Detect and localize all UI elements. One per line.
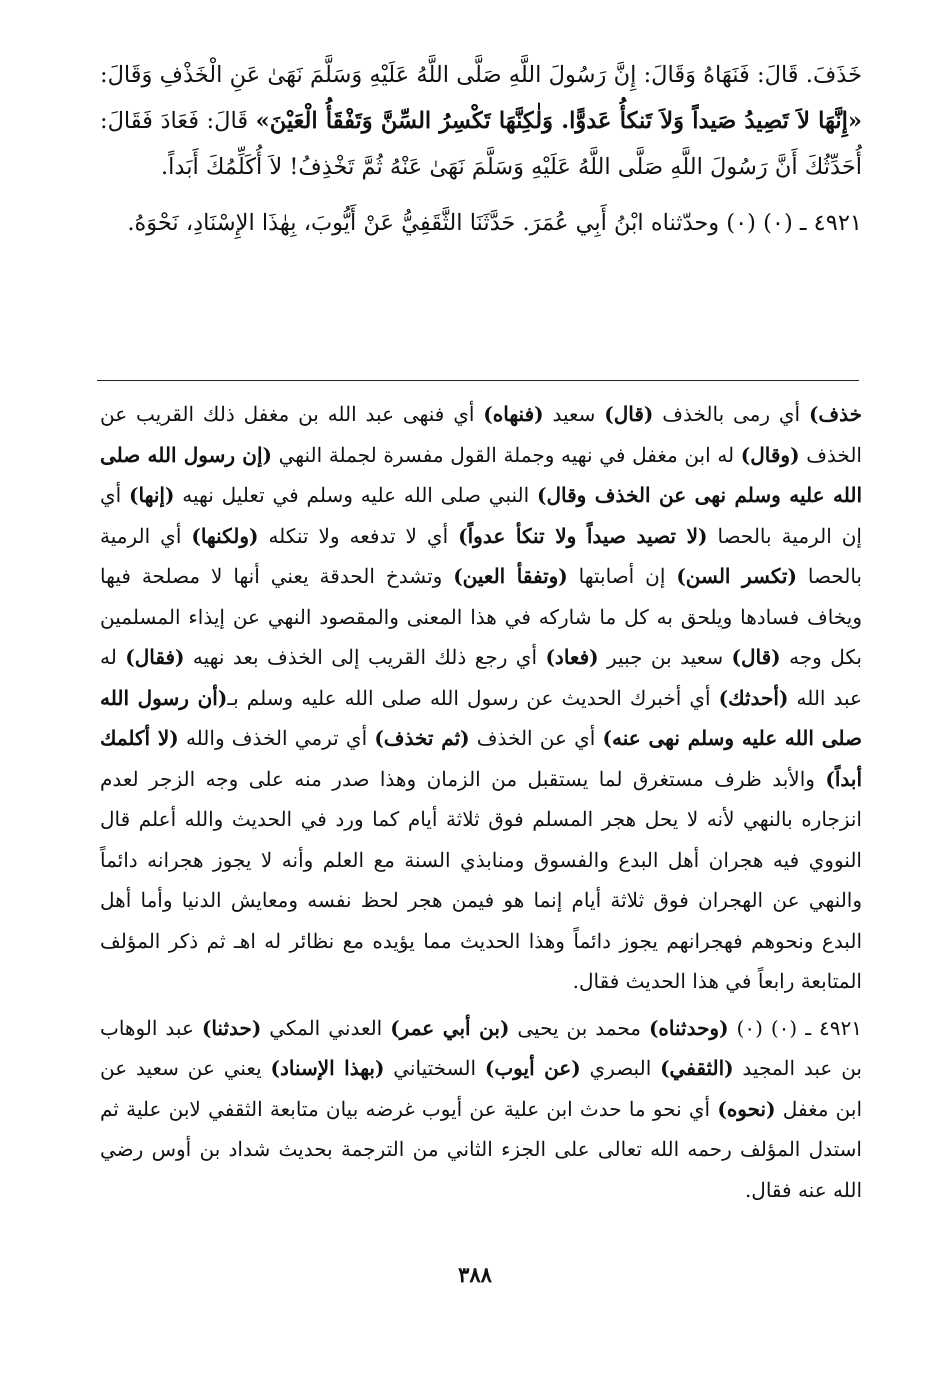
- hadith-chain-paragraph: [100, 200, 862, 246]
- text-run: أي أخبرك الحديث عن رسول الله صلى الله عليه وسلم بـ: [227, 685, 719, 710]
- text-run: ٤٩٢١ ـ (٠) (٠): [728, 1015, 862, 1040]
- text-run: السختياني: [384, 1056, 485, 1080]
- bold-term: (بهذا الإسناد): [270, 1056, 385, 1080]
- text-run: أي الرمية بالحصا: [100, 523, 862, 588]
- commentary-text: [100, 394, 862, 1210]
- bold-term: (فنهاه): [483, 402, 544, 426]
- text-run: العدني المكي: [261, 1015, 391, 1040]
- text-run: البصري: [580, 1056, 661, 1080]
- bold-term: خذف): [808, 402, 863, 426]
- bold-term: (لا أكلمك أبداً): [100, 726, 862, 791]
- footnote-divider: [97, 380, 859, 381]
- page-number: ٣٨٨: [458, 1262, 492, 1287]
- commentary-paragraph: [100, 394, 862, 1002]
- text-run: أي ترمي الخذف والله: [178, 726, 375, 750]
- bold-term: (وقال): [740, 442, 800, 467]
- bold-term: (بن أبي عمر): [390, 1015, 510, 1040]
- text-run: إن أصابتها: [567, 564, 677, 588]
- bold-term: (تكسر السن): [676, 564, 797, 588]
- bold-term: (أحدثك): [718, 685, 789, 710]
- bold-term: (أن رسول الله صلى الله عليه وسلم نهى عنه): [100, 685, 862, 750]
- bold-term: (فعاد): [545, 645, 599, 669]
- bold-term: (فقال): [125, 645, 185, 669]
- text-run: أي رجع ذلك القريب إلى الخذف بعد نهيه: [184, 645, 546, 669]
- hadith-paragraph: [100, 52, 862, 190]
- text-run: يعني عن سعيد عن ابن مغفل: [100, 1056, 863, 1121]
- text-run: أي رمى بالخذف: [653, 402, 809, 426]
- text-run: أي لا تدفعه ولا تنكله: [258, 523, 459, 548]
- bold-term: (قال): [604, 402, 654, 426]
- text-run: أي فنهى عبد الله بن مغفل ذلك القريب عن الخذف: [100, 402, 862, 467]
- bold-term: (الثقفي): [660, 1056, 734, 1080]
- bold-term: (حدثنا): [201, 1015, 262, 1040]
- text-run: والأبد ظرف مستغرق لما يستقبل من الزمان وهذا صدر منه على وجه الزجر لعدم انزجاره بالنهي لأنه لا يحل هجر المسلم فوق ثلاثة أيام كما ورد في الحديث والله أعلم قال النووي فيه هجران أهل البدع والفسوق ومنابذي السنة مع العلم وأنه لا يجوز هجرانه دائماً والنهي عن الهجران فوق ثلاثة أيام إنما هو فيمن هجر لحظ نفسه ومعايش الدنيا وأما أهل البدع ونحوهم فهجرانهم يجوز دائماً وهذا الحديث مما يؤيده مع نظائر له اهـ ثم ذكر المؤلف المتابعة رابعاً في هذا الحديث فقال.: [100, 766, 863, 993]
- text-run: سعيد: [543, 402, 605, 426]
- text-run: عبد الوهاب بن عبد المجيد: [100, 1015, 862, 1080]
- text-run: محمد بن يحيى: [509, 1015, 649, 1040]
- bold-term: (إن رسول الله صلى الله عليه وسلم نهى عن الخذف وقال): [100, 442, 862, 507]
- hadith-text: [100, 52, 862, 246]
- text-run: له ابن مغفل في نهيه وجملة القول مفسرة لجملة النهي: [271, 442, 741, 467]
- bold-term: (لا تصيد صيداً ولا تنكأ عدواً): [458, 523, 708, 548]
- bold-term: (وتفقأ العين): [453, 564, 568, 588]
- bold-term: (نحوه): [717, 1096, 776, 1121]
- text-run: وتشدخ الحدقة يعني أنها لا مصلحة فيها ويخاف فسادها ويلحق به كل ما شاركه في هذا المعنى والمقصود النهي عن إيذاء المسلمين بكل وجه: [100, 564, 862, 669]
- text-run: أي إن الرمية بالحصا: [100, 483, 862, 548]
- text-run: خَذَفَ. قَالَ: فَنَهَاهُ وَقَالَ: إِنَّ رَسُولَ اللَّهِ صَلَّى اللَّهُ عَلَيْهِ وَسَلَّمَ نَهَىٰ عَنِ الْخَذْفِ وَقَالَ:: [100, 62, 862, 88]
- bold-term: (عن أيوب): [484, 1056, 581, 1080]
- text-run: قَالَ: فَعَادَ فَقَالَ: أُحَدِّثُكَ أَنَّ رَسُولَ اللَّهِ صَلَّى اللَّهُ عَلَيْهِ وَسَلَّمَ نَهَىٰ عَنْهُ ثُمَّ تَخْذِفُ! لاَ أُكَلِّمُكَ أَبَداً.: [100, 108, 862, 180]
- text-run: أي عن الخذف: [469, 726, 603, 750]
- bold-term: «إِنَّهَا لاَ تَصِيدُ صَيداً وَلاَ تَنكأُ عَدوًّا. وَلٰكِنَّهَا تَكْسِرُ السِّنَّ وَتَفْقَأُ الْعَيْنَ»: [255, 108, 862, 134]
- text-run: سعيد بن جبير: [598, 645, 732, 669]
- text-run: أي نحو ما حدث ابن علية عن أيوب غرضه بيان متابعة الثقفي لابن علية ثم استدل المؤلف رحمه الله تعالى على الجزء الثاني من الترجمة بحديث شداد بن أوس رضي الله عنه فقال.: [100, 1096, 862, 1202]
- bold-term: (وحدثناه): [648, 1015, 729, 1040]
- text-run: النبي صلى الله عليه وسلم في تعليل نهيه: [174, 483, 538, 507]
- bold-term: (ولكنها): [191, 523, 259, 548]
- text-run: له عبد الله: [100, 645, 862, 710]
- bold-term: (ثم تخذف): [374, 726, 470, 750]
- bold-term: (قال): [731, 645, 781, 669]
- commentary-chain-paragraph: [100, 1008, 862, 1211]
- bold-term: (إنها): [129, 483, 175, 507]
- text-run: ٤٩٢١ ـ (٠) (٠) وحدّثناه ابْنُ أَبِي عُمَرَ. حَدَّثَنَا الثَّقَفِيُّ عَنْ أَيُّوبَ، بِهٰذَا الإِسْنَادِ، نَحْوَهُ.: [127, 210, 862, 236]
